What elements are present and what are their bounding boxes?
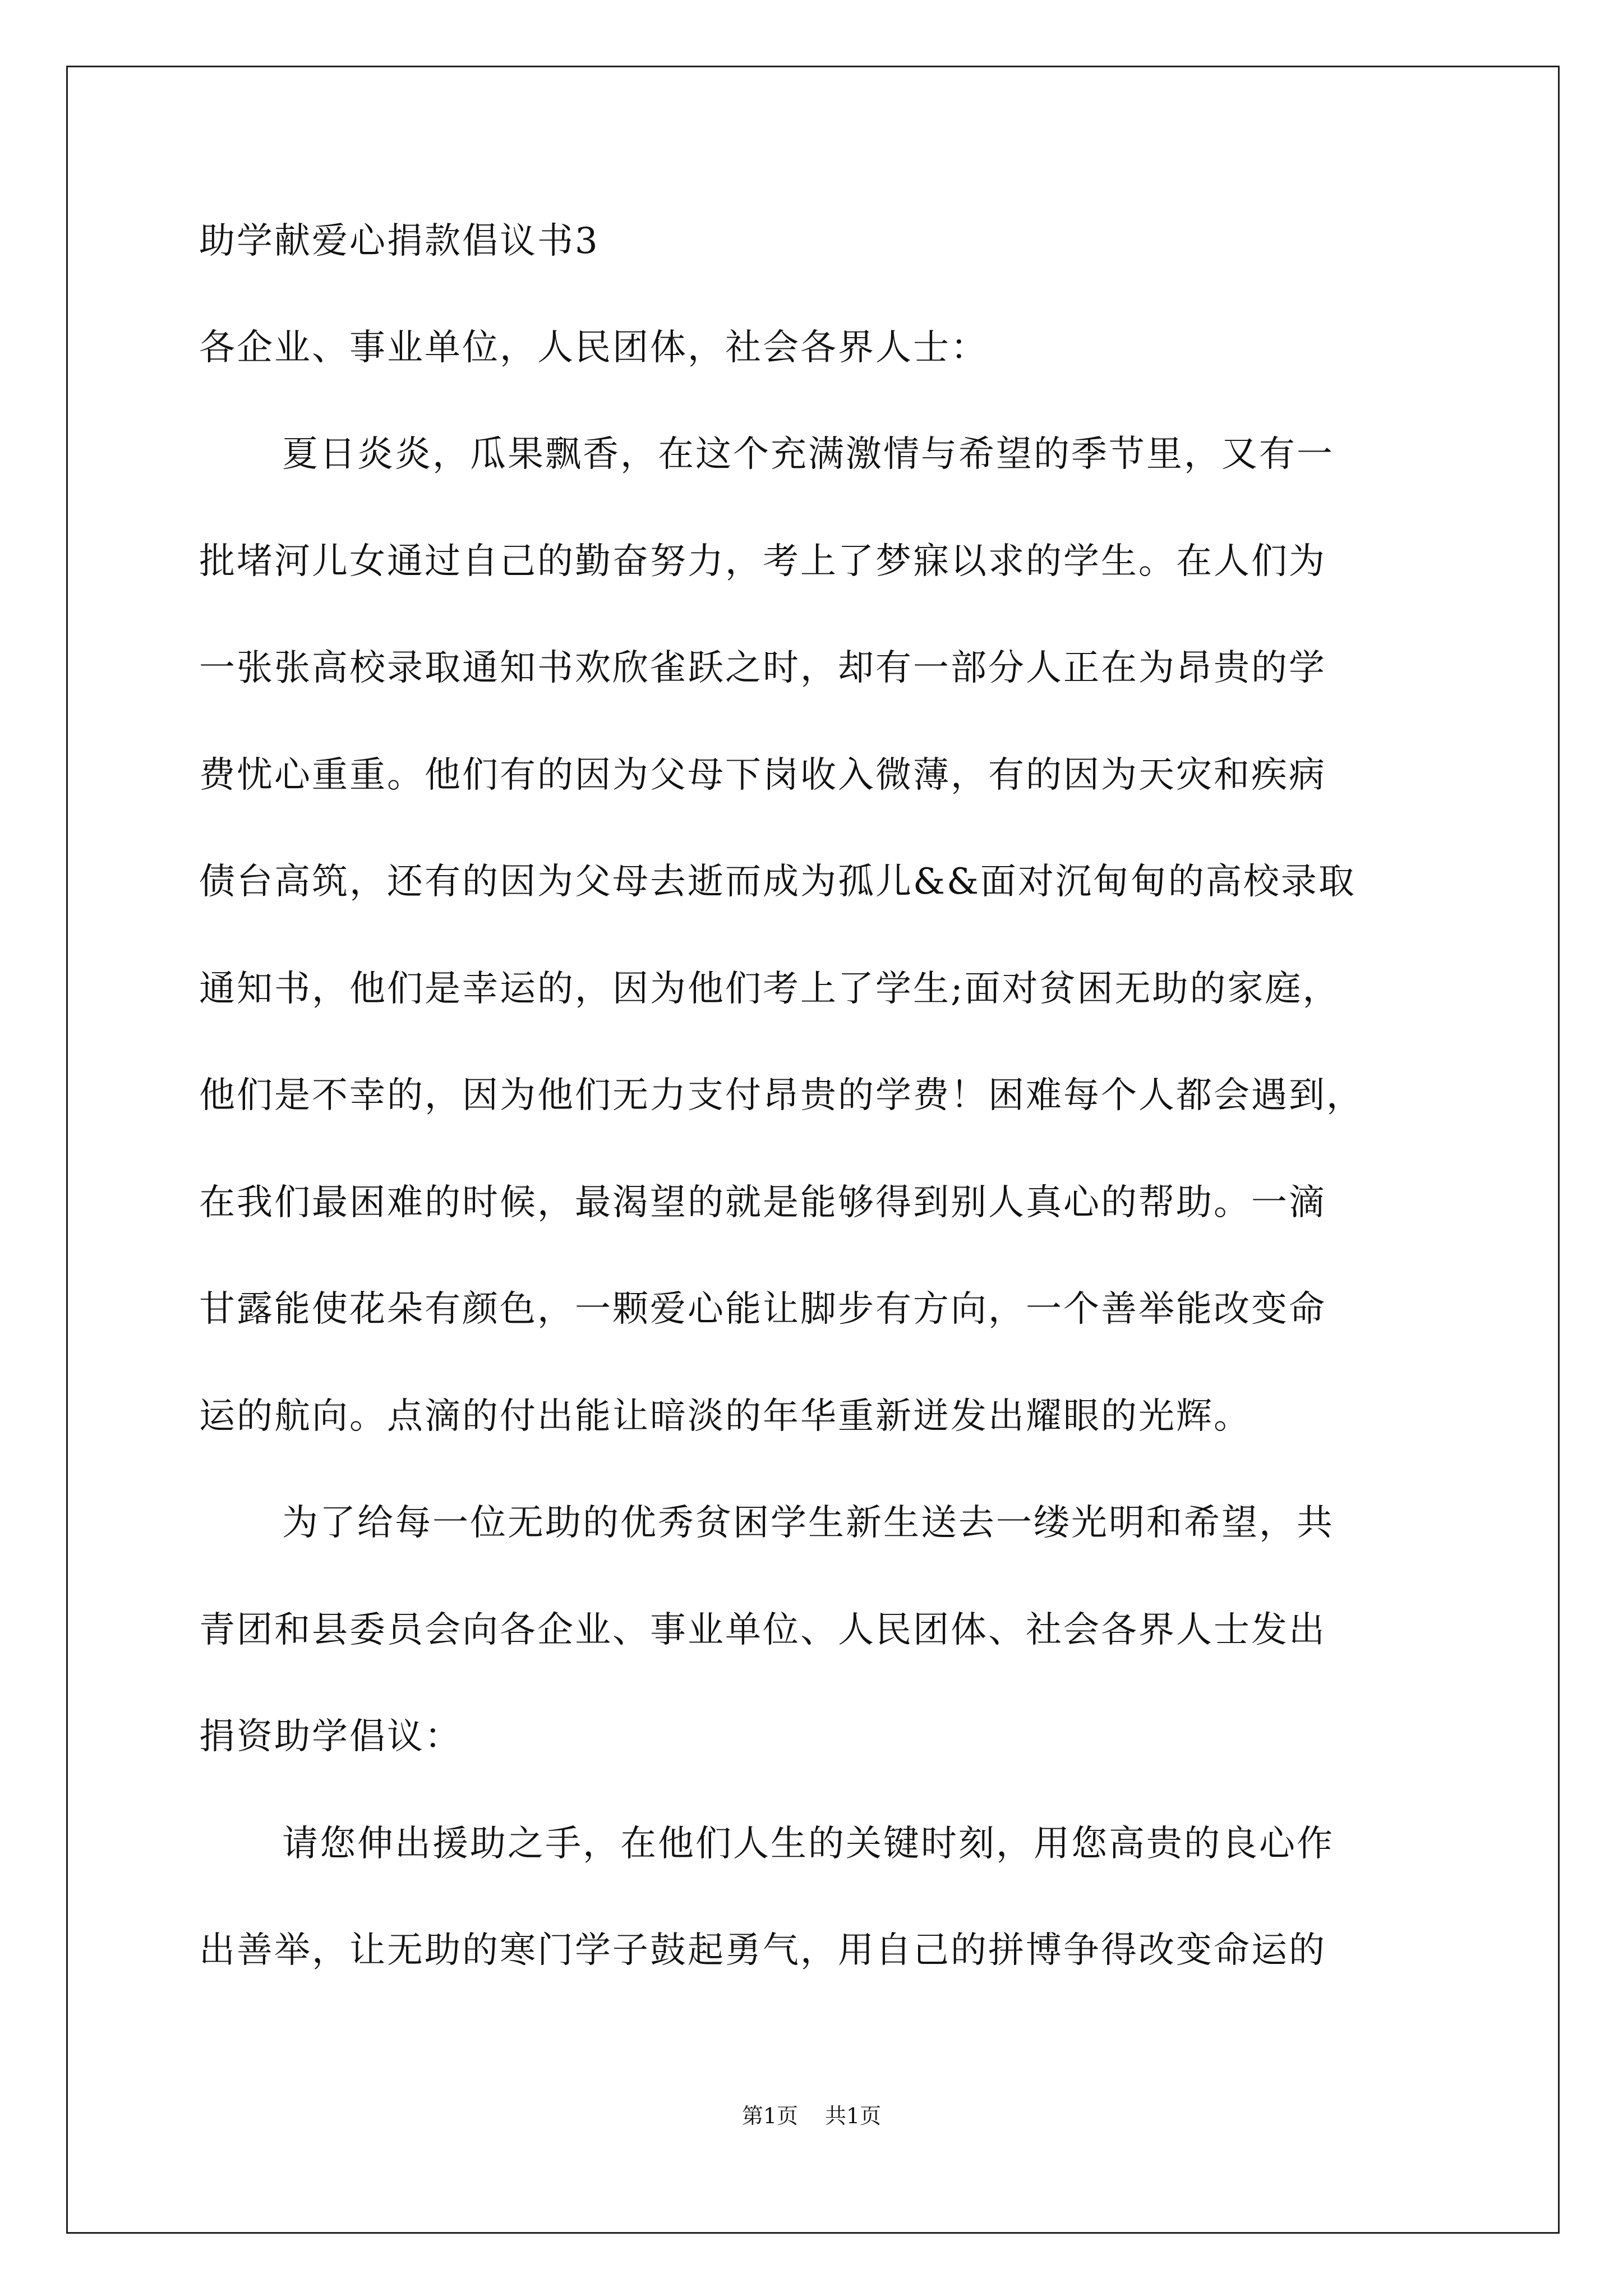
paragraph-line: 批堵河儿女通过自己的勤奋努力，考上了梦寐以求的学生。在人们为	[199, 541, 1326, 582]
paragraph-line: 青团和县委员会向各企业、事业单位、人民团体、社会各界人士发出	[199, 1609, 1326, 1651]
paragraph-line: 在我们最困难的时候，最渴望的就是能够得到别人真心的帮助。一滴	[199, 1182, 1326, 1223]
document-title: 助学献爱心捐款倡议书3	[199, 220, 600, 262]
paragraph-line: 债台高筑，还有的因为父母去逝而成为孤儿&&面对沉甸甸的高校录取	[199, 861, 1356, 903]
paragraph-line: 请您伸出援助之手，在他们人生的关键时刻，用您高贵的良心作	[282, 1823, 1334, 1865]
paragraph-line: 出善举，让无助的寒门学子鼓起勇气，用自己的拼博争得改变命运的	[199, 1930, 1326, 1971]
salutation: 各企业、事业单位，人民团体，社会各界人士：	[199, 327, 988, 369]
paragraph-line: 他们是不幸的，因为他们无力支付昂贵的学费！困难每个人都会遇到，	[199, 1075, 1364, 1116]
paragraph-line: 夏日炎炎，瓜果飘香，在这个充满激情与希望的季节里，又有一	[282, 434, 1334, 475]
page-number: 第1页	[741, 2104, 798, 2128]
paragraph-line: 费忧心重重。他们有的因为父母下岗收入微薄，有的因为天灾和疾病	[199, 754, 1326, 796]
page-footer	[0, 2102, 1623, 2129]
paragraph-line: 一张张高校录取通知书欢欣雀跃之时，却有一部分人正在为昂贵的学	[199, 647, 1326, 689]
paragraph-line: 为了给每一位无助的优秀贫困学生新生送去一缕光明和希望，共	[282, 1502, 1334, 1544]
paragraph-line: 甘露能使花朵有颜色，一颗爱心能让脚步有方向，一个善举能改变命	[199, 1289, 1326, 1330]
paragraph-line: 运的航向。点滴的付出能让暗淡的年华重新迸发出耀眼的光辉。	[199, 1396, 1251, 1437]
page-total: 共1页	[825, 2104, 882, 2128]
paragraph-line: 通知书，他们是幸运的，因为他们考上了学生;面对贫困无助的家庭，	[199, 968, 1340, 1010]
paragraph-line: 捐资助学倡议：	[199, 1716, 462, 1757]
page-border	[66, 66, 1560, 2234]
